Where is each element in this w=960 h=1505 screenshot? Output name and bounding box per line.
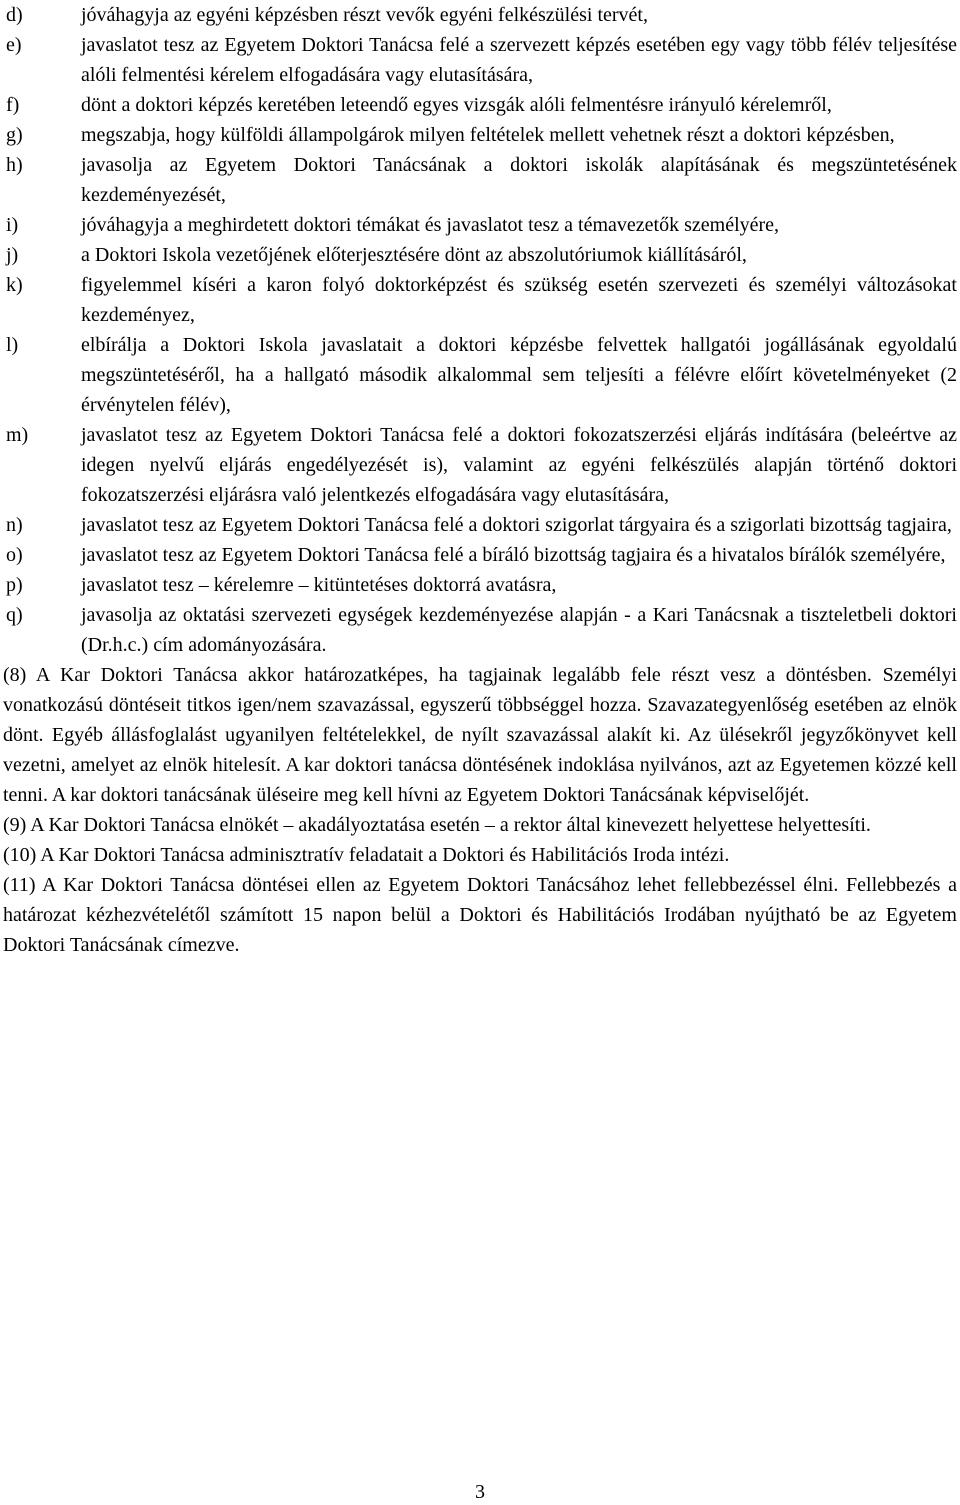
list-item-label: n) — [6, 514, 23, 536]
list-item-d — [3, 0, 957, 30]
list-item-label: q) — [6, 604, 23, 626]
list-item-label: e) — [6, 34, 22, 56]
paragraph-8: (8) A Kar Doktori Tanácsa akkor határozatképes, ha tagjainak legalább fele részt vesz a döntésben. Személyi vonatkozású döntéseit titkos igen/nem szavazással, egyszerű többséggel hozza. Szavazategyenlőség esetében az elnök dönt. Egyéb állásfoglalást ugyanilyen feltételekkel, de nyílt szavazással alakít ki. Az ülésekről jegyzőkönyvet kell vezetni, amelyet az elnök hitelesít. A kar doktori tanácsa döntésének indoklása nyilvános, azt az Egyetemen közzé kell tenni. A kar doktori tanácsának üléseire meg kell hívni az Egyetem Doktori Tanácsának képviselőjét. — [3, 664, 957, 806]
list-item-m — [3, 420, 957, 510]
list-item-g — [3, 120, 957, 150]
list-item-text: jóváhagyja az egyéni képzésben részt vevők egyéni felkészülési tervét, — [81, 4, 648, 26]
list-item-label: d) — [6, 4, 23, 26]
list-item-i — [3, 210, 957, 240]
list-item-text: figyelemmel kíséri a karon folyó doktorképzést és szükség esetén szervezeti és személyi változásokat kezdeményez, — [81, 274, 957, 326]
list-item-label: g) — [6, 124, 23, 146]
list-item-label: l) — [6, 334, 19, 356]
list-item-label: o) — [6, 544, 23, 566]
list-item-text: elbírálja a Doktori Iskola javaslatait a doktori képzésbe felvettek hallgatói jogállásának egyoldalú megszüntetéséről, ha a hallgató második alkalommal sem teljesíti a félévre előírt követelményeket (2 érvénytelen félév), — [81, 334, 957, 416]
list-item-text: javasolja az Egyetem Doktori Tanácsának a doktori iskolák alapításának és megszüntetésének kezdeményezését, — [81, 154, 957, 206]
list-item-text: javaslatot tesz az Egyetem Doktori Tanácsa felé a szervezett képzés esetében egy vagy több félév teljesítése alóli felmentési kérelem elfogadására vagy elutasítására, — [81, 34, 957, 86]
list-item-label: k) — [6, 274, 23, 296]
list-item-e — [3, 30, 957, 90]
list-item-label: p) — [6, 574, 23, 596]
list-item-o — [3, 540, 957, 570]
list-item-k — [3, 270, 957, 330]
list-item-f — [3, 90, 957, 120]
list-item-label: i) — [6, 214, 19, 236]
list-item-text: a Doktori Iskola vezetőjének előterjesztésére dönt az abszolutóriumok kiállításáról, — [81, 244, 747, 266]
paragraph-11: (11) A Kar Doktori Tanácsa döntései ellen az Egyetem Doktori Tanácsához lehet fellebbezéssel élni. Fellebbezés a határozat kézhezvételétől számított 15 napon belül a Doktori és Habilitációs Irodában nyújtható be az Egyetem Doktori Tanácsának címezve. — [3, 874, 957, 956]
list-item-label: m) — [6, 424, 29, 446]
list-item-text: javaslatot tesz az Egyetem Doktori Tanácsa felé a bíráló bizottság tagjaira és a hivatalos bírálók személyére, — [81, 544, 946, 566]
list-item-j — [3, 240, 957, 270]
list-item-text: megszabja, hogy külföldi állampolgárok milyen feltételek mellett vehetnek részt a doktori képzésben, — [81, 124, 895, 146]
list-item-text: javaslatot tesz az Egyetem Doktori Tanácsa felé a doktori szigorlat tárgyaira és a szigorlati bizottság tagjaira, — [81, 514, 952, 536]
paragraph-9: (9) A Kar Doktori Tanácsa elnökét – akadályoztatása esetén – a rektor által kinevezett helyettese helyettesíti. — [3, 814, 871, 836]
list-item-text: dönt a doktori képzés keretében leteendő egyes vizsgák alóli felmentésre irányuló kérelemről, — [81, 94, 832, 116]
list-item-h — [3, 150, 957, 210]
list-item-label: f) — [6, 94, 20, 116]
list-item-label: j) — [6, 244, 19, 266]
list-item-n — [3, 510, 957, 540]
document-body — [3, 0, 957, 960]
list-item-label: h) — [6, 154, 23, 176]
list-item-text: javasolja az oktatási szervezeti egységek kezdeményezése alapján - a Kari Tanácsnak a tiszteletbeli doktori (Dr.h.c.) cím adományozására. — [81, 604, 957, 656]
page-number: 3 — [475, 1481, 485, 1503]
list-item-text: javaslatot tesz az Egyetem Doktori Tanácsa felé a doktori fokozatszerzési eljárás indítására (beleértve az idegen nyelvű eljárás engedélyezését is), valamint az egyéni felkészülés alapján történő doktori fokozatszerzési eljárásra való jelentkezés elfogadására vagy elutasítására, — [81, 424, 957, 506]
list-item-l — [3, 330, 957, 420]
list-item-text: jóváhagyja a meghirdetett doktori témákat és javaslatot tesz a témavezetők személyére, — [81, 214, 780, 236]
paragraph-10: (10) A Kar Doktori Tanácsa adminisztratív feladatait a Doktori és Habilitációs Iroda intézi. — [3, 844, 730, 866]
list-item-q — [3, 600, 957, 660]
list-item-text: javaslatot tesz – kérelemre – kitüntetéses doktorrá avatásra, — [81, 574, 557, 596]
list-item-p — [3, 570, 957, 600]
